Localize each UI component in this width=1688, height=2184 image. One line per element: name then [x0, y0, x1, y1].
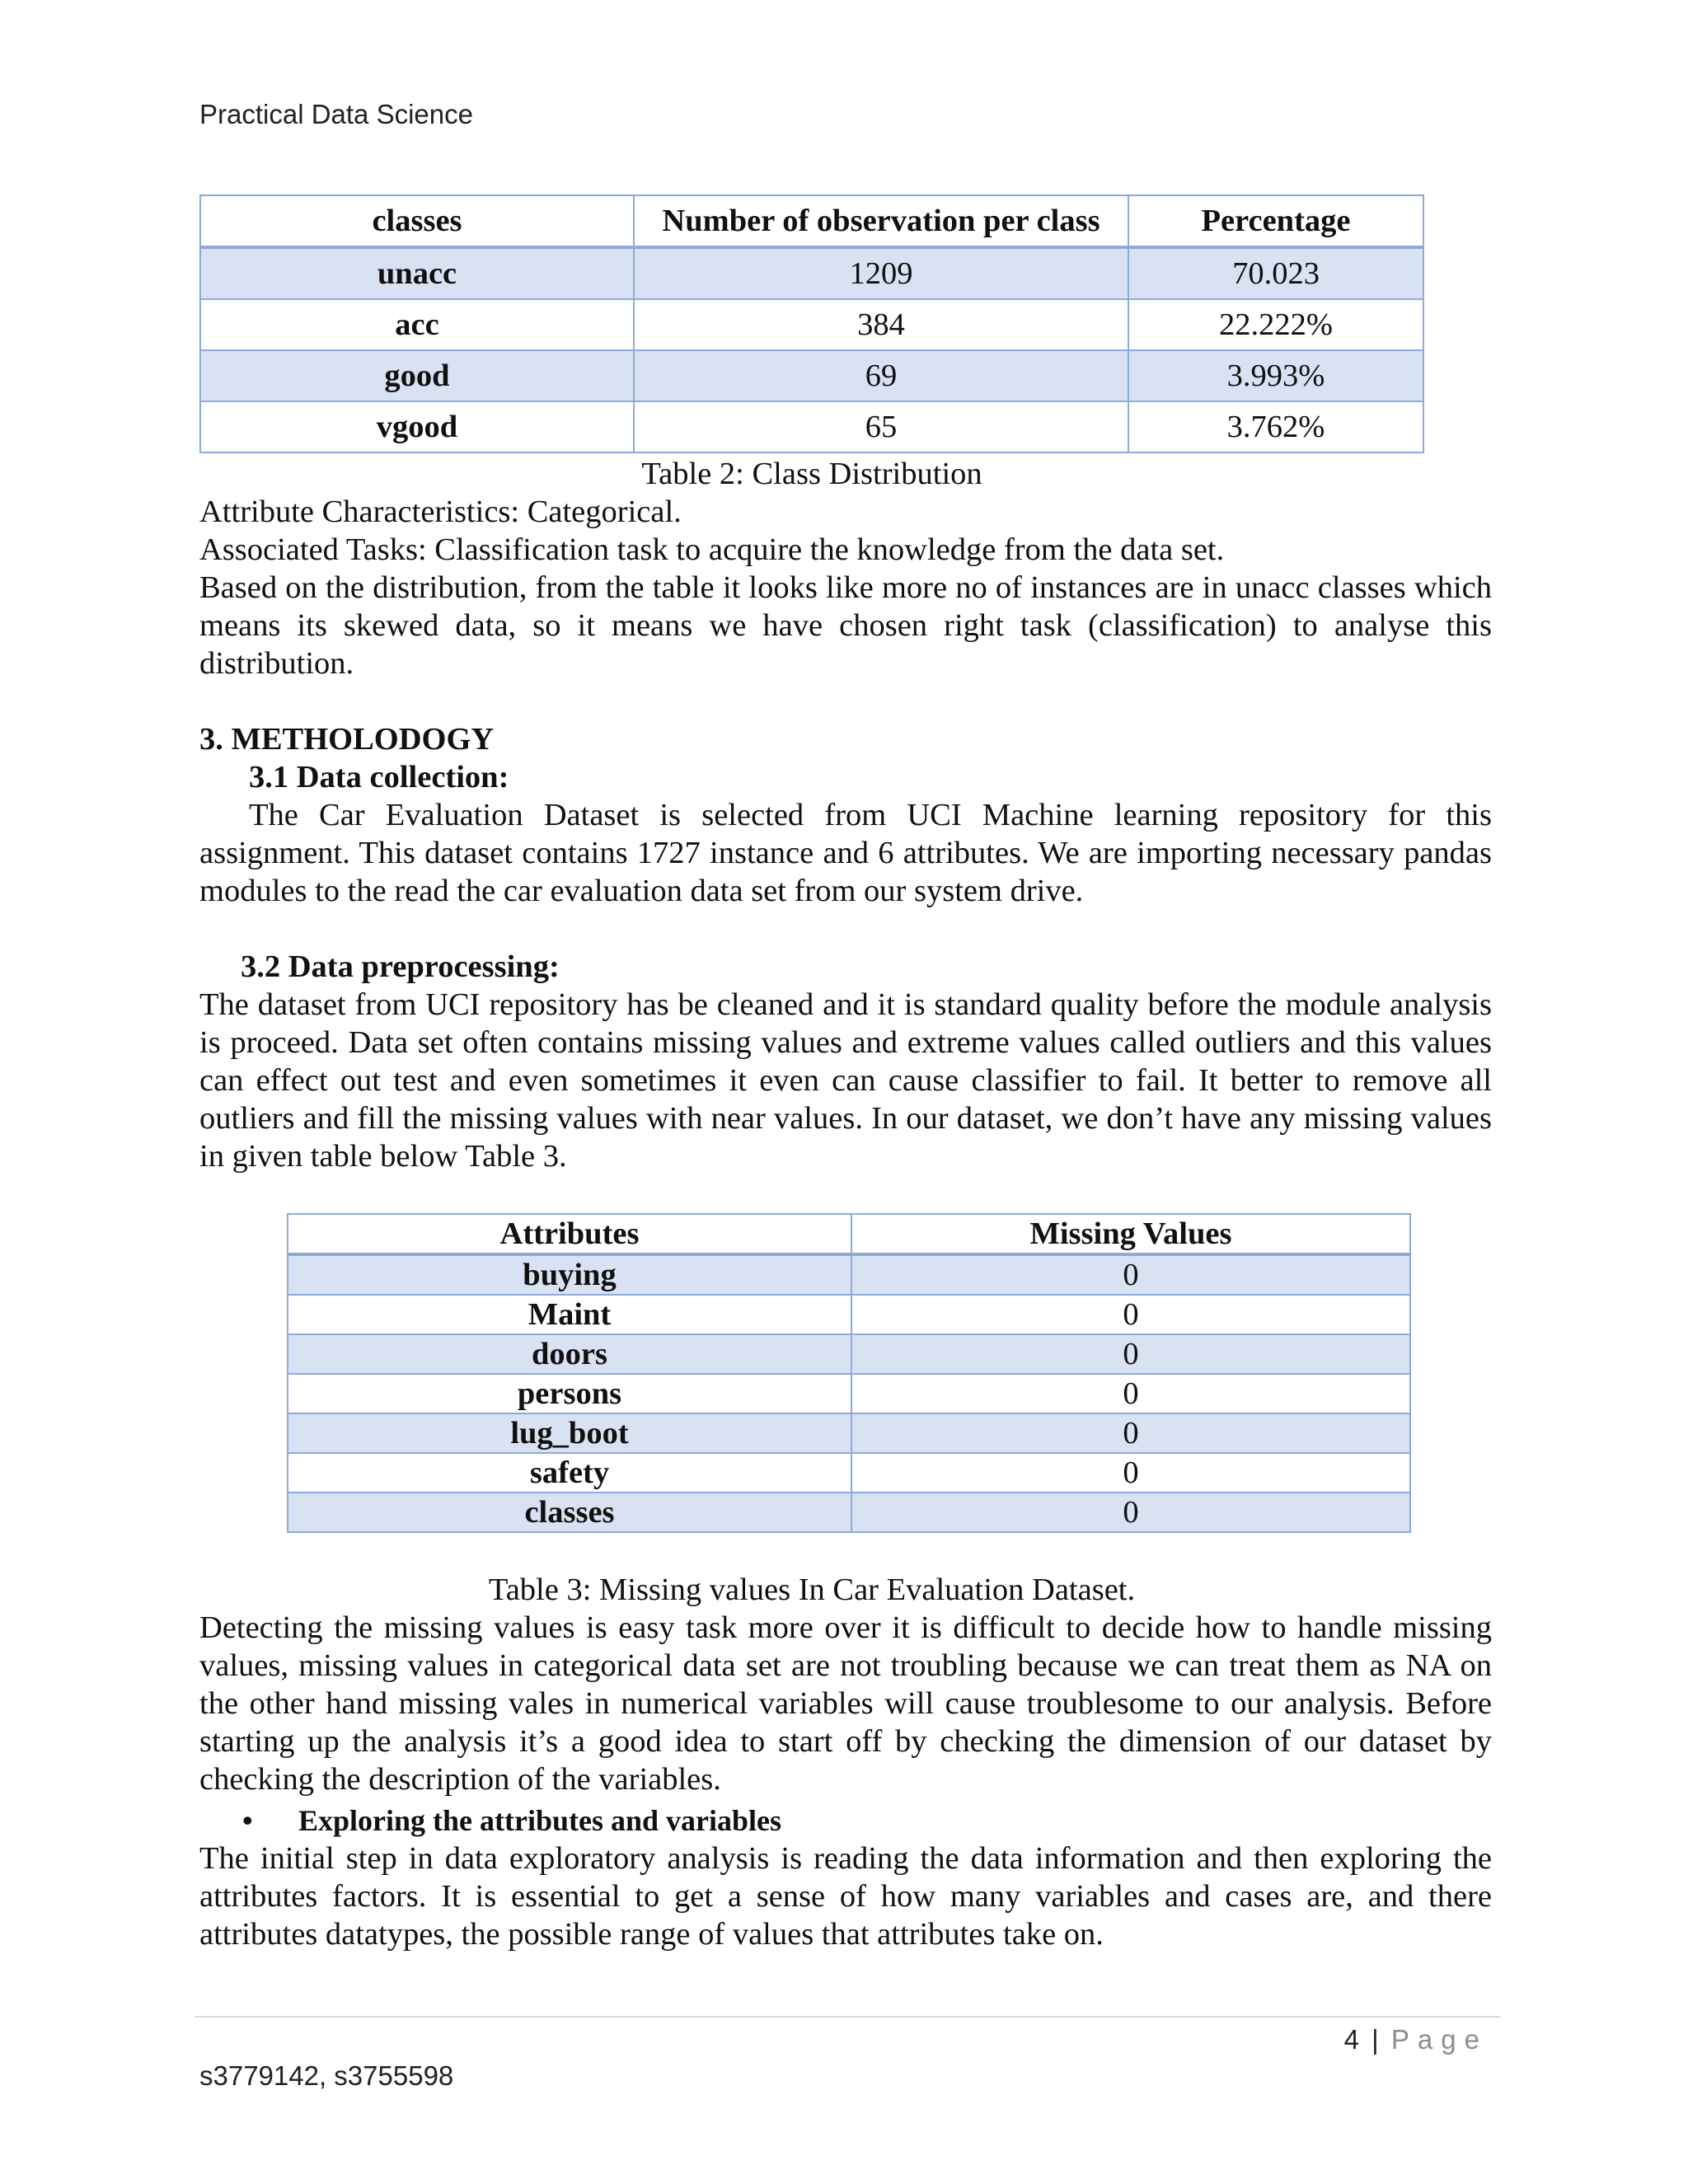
class-cell: unacc [200, 247, 634, 299]
percentage-cell: 22.222% [1128, 299, 1423, 350]
class-cell: vgood [200, 401, 634, 452]
count-cell: 1209 [634, 247, 1128, 299]
attribute-cell: classes [288, 1493, 851, 1532]
attribute-cell: doors [288, 1334, 851, 1374]
bullet-symbol: • [242, 1804, 253, 1837]
footer-divider [195, 2016, 1500, 2018]
subsection-heading-data-preprocessing: 3.2 Data preprocessing: [241, 949, 560, 984]
percentage-cell: 3.762% [1128, 401, 1423, 452]
table-row [288, 1254, 1410, 1295]
attribute-cell: lug_boot [288, 1413, 851, 1453]
page-word: Page [1390, 2024, 1488, 2055]
footer-student-ids: s3779142, s3755598 [199, 2060, 454, 2091]
table-row [288, 1453, 1410, 1493]
column-header-attributes: Attributes [288, 1214, 851, 1254]
attribute-cell: safety [288, 1453, 851, 1493]
data-collection-paragraph: The Car Evaluation Dataset is selected from UCI Machine learning repository for this assignment. This dataset contains 1727 instance and 6 attributes. We are importing necessary pandas modules to the read the car evaluation data set from our system drive. [199, 798, 1492, 908]
count-cell: 65 [634, 401, 1128, 452]
class-cell: acc [200, 299, 634, 350]
class-distribution-table [199, 194, 1424, 453]
table-header-row [200, 195, 1423, 247]
missing-count-cell: 0 [851, 1295, 1410, 1334]
column-header-observations: Number of observation per class [634, 195, 1128, 247]
table-2-caption: Table 2: Class Distribution [641, 457, 982, 491]
page-number [1344, 2024, 1488, 2055]
page-content [199, 194, 1492, 1953]
percentage-cell: 70.023 [1128, 247, 1423, 299]
missing-count-cell: 0 [851, 1413, 1410, 1453]
class-cell: good [200, 350, 634, 401]
page-number-value: 4 [1343, 2024, 1359, 2055]
count-cell: 384 [634, 299, 1128, 350]
column-header-classes: classes [200, 195, 634, 247]
table-row [200, 299, 1423, 350]
table-3-caption: Table 3: Missing values In Car Evaluation Dataset. [488, 1572, 1136, 1607]
attribute-cell: persons [288, 1374, 851, 1413]
table-row [200, 247, 1423, 299]
column-header-missing-values: Missing Values [851, 1214, 1410, 1254]
attribute-cell: buying [288, 1254, 851, 1295]
initial-step-paragraph: The initial step in data exploratory analysis is reading the data information and then exploring the attributes factors. It is essential to get a sense of how many variables and cases are, and there attributes datatypes, the possible range of values that attributes take on. [199, 1841, 1492, 1952]
attribute-cell: Maint [288, 1295, 851, 1334]
page-number-separator: | [1372, 2024, 1379, 2055]
section-heading-methodology: 3. METHOLODOGY [199, 722, 495, 757]
missing-count-cell: 0 [851, 1453, 1410, 1493]
table-row [288, 1374, 1410, 1413]
subsection-heading-data-collection: 3.1 Data collection: [249, 760, 509, 794]
bullet-text-exploring-attributes: Exploring the attributes and variables [298, 1804, 782, 1837]
detecting-missing-values-paragraph: Detecting the missing values is easy task more over it is difficult to decide how to handle missing values, missing values in categorical data set are not troubling because we can treat them as NA on the other hand missing vales in numerical variables will cause troublesome to our analysis. Before starting up the analysis it’s a good idea to start off by checking the dimension of our dataset by checking the description of the variables. [199, 1610, 1492, 1797]
count-cell: 69 [634, 350, 1128, 401]
missing-count-cell: 0 [851, 1493, 1410, 1532]
table-row [200, 350, 1423, 401]
bullet-item [199, 1802, 1492, 1840]
attribute-characteristics: Attribute Characteristics: Categorical. [199, 494, 682, 529]
associated-tasks: Associated Tasks: Classification task to acquire the knowledge from the data set. [199, 532, 1225, 567]
table-row [288, 1295, 1410, 1334]
missing-count-cell: 0 [851, 1334, 1410, 1374]
table-row [288, 1413, 1410, 1453]
table-header-row [288, 1214, 1410, 1254]
missing-count-cell: 0 [851, 1374, 1410, 1413]
table-row [288, 1334, 1410, 1374]
column-header-percentage: Percentage [1128, 195, 1423, 247]
table-row [288, 1493, 1410, 1532]
data-preprocessing-paragraph: The dataset from UCI repository has be cleaned and it is standard quality before the module analysis is proceed. Data set often contains missing values and extreme values called outliers and this values can effect out test and even sometimes it even can cause classifier to fail. It better to remove all outliers and fill the missing values with near values. In our dataset, we don’t have any missing values in given table below Table 3. [199, 987, 1492, 1174]
distribution-paragraph: Based on the distribution, from the table it looks like more no of instances are in unacc classes which means its skewed data, so it means we have chosen right task (classification) to analyse this distribution. [199, 570, 1492, 681]
percentage-cell: 3.993% [1128, 350, 1423, 401]
missing-count-cell: 0 [851, 1254, 1410, 1295]
header-title: Practical Data Science [199, 99, 473, 129]
table-row [200, 401, 1423, 452]
missing-values-table [287, 1213, 1411, 1533]
